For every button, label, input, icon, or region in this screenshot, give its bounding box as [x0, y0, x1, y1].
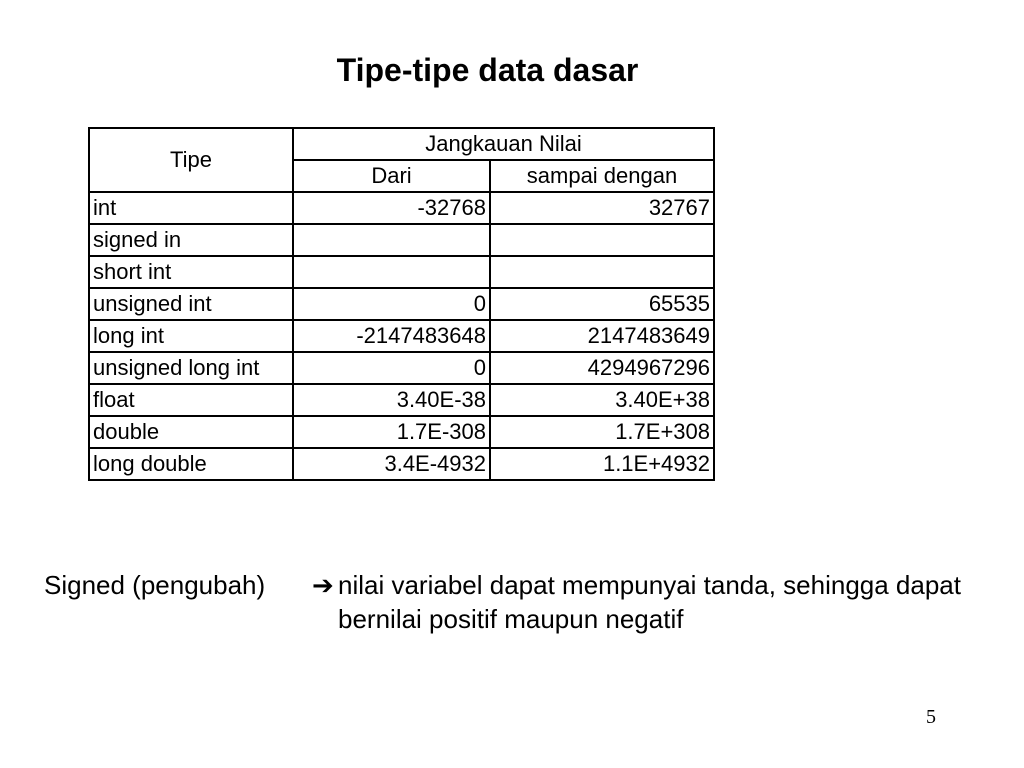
- to-cell: 4294967296: [490, 352, 714, 384]
- table-row: [89, 192, 714, 224]
- table-row: [89, 256, 714, 288]
- from-cell: 1.7E-308: [293, 416, 490, 448]
- table-row: [89, 416, 714, 448]
- to-cell: 65535: [490, 288, 714, 320]
- from-cell: 0: [293, 352, 490, 384]
- to-cell: 1.7E+308: [490, 416, 714, 448]
- table-header-row: [89, 128, 714, 160]
- type-cell: signed in: [89, 224, 293, 256]
- header-from: Dari: [293, 160, 490, 192]
- table-row: [89, 224, 714, 256]
- type-cell: short int: [89, 256, 293, 288]
- to-cell: 3.40E+38: [490, 384, 714, 416]
- to-cell: [490, 224, 714, 256]
- type-cell: unsigned long int: [89, 352, 293, 384]
- table-row: [89, 384, 714, 416]
- table-row: [89, 352, 714, 384]
- note-text: nilai variabel dapat mempunyai tanda, sehingga dapat bernilai positif maupun negatif: [338, 570, 961, 634]
- from-cell: [293, 224, 490, 256]
- from-cell: 0: [293, 288, 490, 320]
- from-cell: -32768: [293, 192, 490, 224]
- slide-title: Tipe-tipe data dasar: [336, 52, 639, 88]
- right-arrow-icon: ➔: [312, 570, 334, 600]
- page-number: 5: [926, 706, 936, 728]
- table-row: [89, 320, 714, 352]
- table-row: [89, 288, 714, 320]
- from-cell: 3.4E-4932: [293, 448, 490, 480]
- header-to: sampai dengan: [490, 160, 714, 192]
- to-cell: [490, 256, 714, 288]
- to-cell: 2147483649: [490, 320, 714, 352]
- to-cell: 1.1E+4932: [490, 448, 714, 480]
- type-cell: int: [89, 192, 293, 224]
- type-cell: float: [89, 384, 293, 416]
- from-cell: [293, 256, 490, 288]
- type-cell: double: [89, 416, 293, 448]
- data-type-table: [88, 127, 715, 481]
- type-cell: unsigned int: [89, 288, 293, 320]
- type-cell: long double: [89, 448, 293, 480]
- type-cell: long int: [89, 320, 293, 352]
- note-label: Signed (pengubah): [44, 570, 266, 600]
- from-cell: -2147483648: [293, 320, 490, 352]
- header-type: Tipe: [89, 128, 293, 192]
- from-cell: 3.40E-38: [293, 384, 490, 416]
- to-cell: 32767: [490, 192, 714, 224]
- table-row: [89, 448, 714, 480]
- header-range: Jangkauan Nilai: [293, 128, 714, 160]
